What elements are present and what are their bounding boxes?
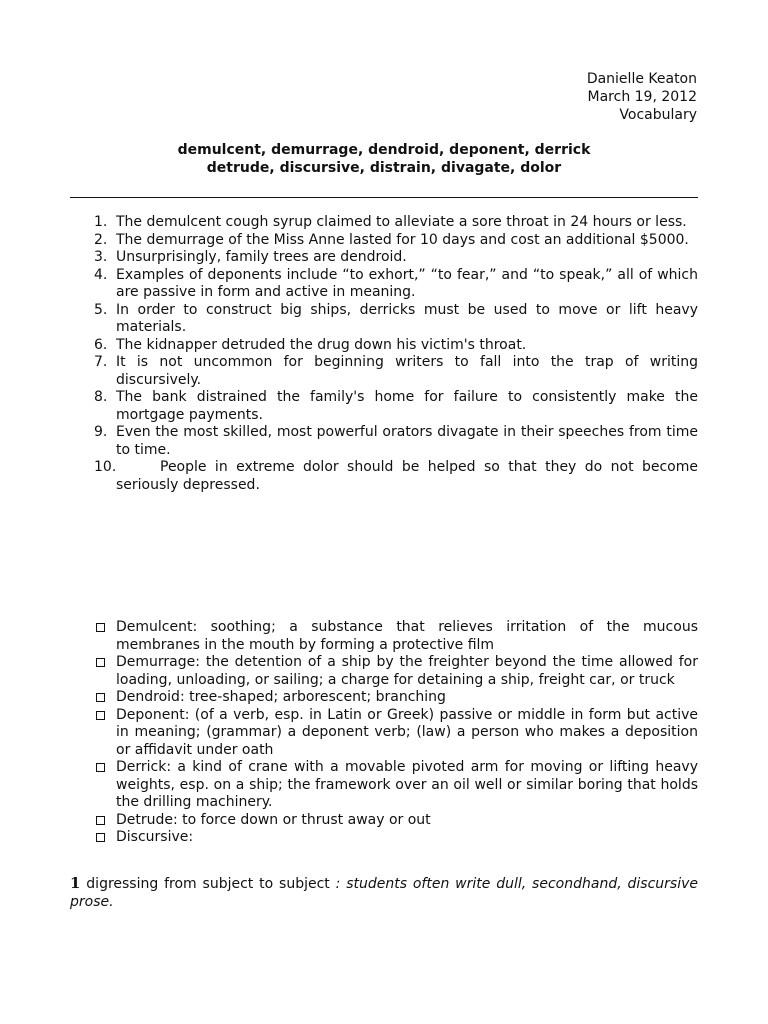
sentence-item — [70, 459, 698, 494]
sentence-text: The demurrage of the Miss Anne lasted for 10 days and cost an additional $5000. — [116, 231, 689, 248]
sentence-number: 5. — [94, 301, 108, 318]
sentence-number: 8. — [94, 389, 108, 405]
sentence-item — [70, 214, 698, 232]
definition-item — [70, 759, 698, 812]
definition-list — [70, 619, 698, 847]
sentence-text: In order to construct big ships, derricks must be used to move or lift heavy materials. — [116, 301, 698, 335]
discursive-definition — [70, 875, 698, 911]
definition-item — [70, 689, 698, 707]
document-subject: Vocabulary — [619, 107, 697, 123]
definition-text: Detrude: to force down or thrust away or out — [116, 811, 431, 828]
sentence-item — [70, 302, 698, 337]
sentence-item — [70, 424, 698, 459]
checkbox-icon — [96, 711, 105, 720]
checkbox-icon — [96, 833, 105, 842]
definition-item — [70, 829, 698, 847]
document-date: March 19, 2012 — [587, 89, 697, 105]
sentence-text: The kidnapper detruded the drug down his victim's throat. — [116, 336, 527, 353]
usage-example: : students often write dull, secondhand, discursive prose. — [70, 876, 698, 910]
definition-text: Deponent: (of a verb, esp. in Latin or Greek) passive or middle in form but active in meaning; (grammar) a deponent verb; (law) a person who makes a deposition or affidavit under oath — [116, 706, 698, 758]
definition-item — [70, 707, 698, 760]
checkbox-icon — [96, 763, 105, 772]
sentence-item — [70, 389, 698, 424]
header-block — [587, 70, 697, 124]
definition-text: Derrick: a kind of crane with a movable pivoted arm for moving or lifting heavy weights, esp. on a ship; the framework over an oil well or similar boring that holds the drilling machinery. — [116, 759, 698, 810]
definition-text: Dendroid: tree-shaped; arborescent; branching — [116, 689, 446, 705]
checkbox-icon — [96, 623, 105, 632]
checkbox-icon — [96, 816, 105, 825]
sense-number: 1 — [70, 874, 81, 892]
definition-text: Demulcent: soothing; a substance that relieves irritation of the mucous membranes in the mouth by forming a protective film — [116, 619, 698, 653]
sentence-number: 6. — [94, 336, 108, 353]
sentence-text: People in extreme dolor should be helped so that they do not become seriously depressed. — [116, 459, 698, 493]
checkbox-icon — [96, 693, 105, 702]
definition-text: Demurrage: the detention of a ship by the freighter beyond the time allowed for loading, unloading, or sailing; a charge for detaining a ship, freight car, or truck — [116, 654, 698, 688]
sentence-number: 1. — [94, 214, 108, 230]
sentence-number: 7. — [94, 354, 108, 370]
definition-item — [70, 654, 698, 689]
author-name: Danielle Keaton — [586, 71, 697, 87]
sentence-item — [70, 232, 698, 250]
definition-item — [70, 812, 698, 830]
sentence-number: 4. — [94, 266, 108, 283]
sentence-number: 9. — [94, 424, 108, 440]
definition-text: Discursive: — [116, 829, 194, 845]
checkbox-icon — [96, 658, 105, 667]
sense-definition: digressing from subject to subject — [80, 876, 336, 892]
sentence-text: The demulcent cough syrup claimed to alleviate a sore throat in 24 hours or less. — [116, 214, 687, 230]
sentence-text: It is not uncommon for beginning writers to fall into the trap of writing discursively. — [116, 354, 698, 388]
sentence-number: 2. — [94, 231, 108, 248]
sentence-item — [70, 354, 698, 389]
word-list-line-1: demulcent, demurrage, dendroid, deponent, derrick — [177, 142, 591, 158]
sentence-item — [70, 249, 698, 267]
word-list-line-2: detrude, discursive, distrain, divagate, dolor — [206, 160, 562, 176]
definition-item — [70, 619, 698, 654]
sentence-item — [70, 267, 698, 302]
word-list-title — [70, 141, 698, 177]
sentence-text: Unsurprisingly, family trees are dendroid. — [116, 249, 407, 265]
horizontal-divider — [70, 197, 698, 198]
sentence-text: Examples of deponents include “to exhort,” “to fear,” and “to speak,” all of which are passive in form and active in meaning. — [116, 266, 698, 300]
sentence-number: 10. — [94, 459, 117, 475]
sentence-list — [70, 214, 698, 494]
sentence-text: Even the most skilled, most powerful orators divagate in their speeches from time to time. — [116, 424, 698, 458]
sentence-number: 3. — [94, 249, 108, 265]
sentence-text: The bank distrained the family's home for failure to consistently make the mortgage payments. — [116, 389, 698, 423]
sentence-item — [70, 337, 698, 355]
